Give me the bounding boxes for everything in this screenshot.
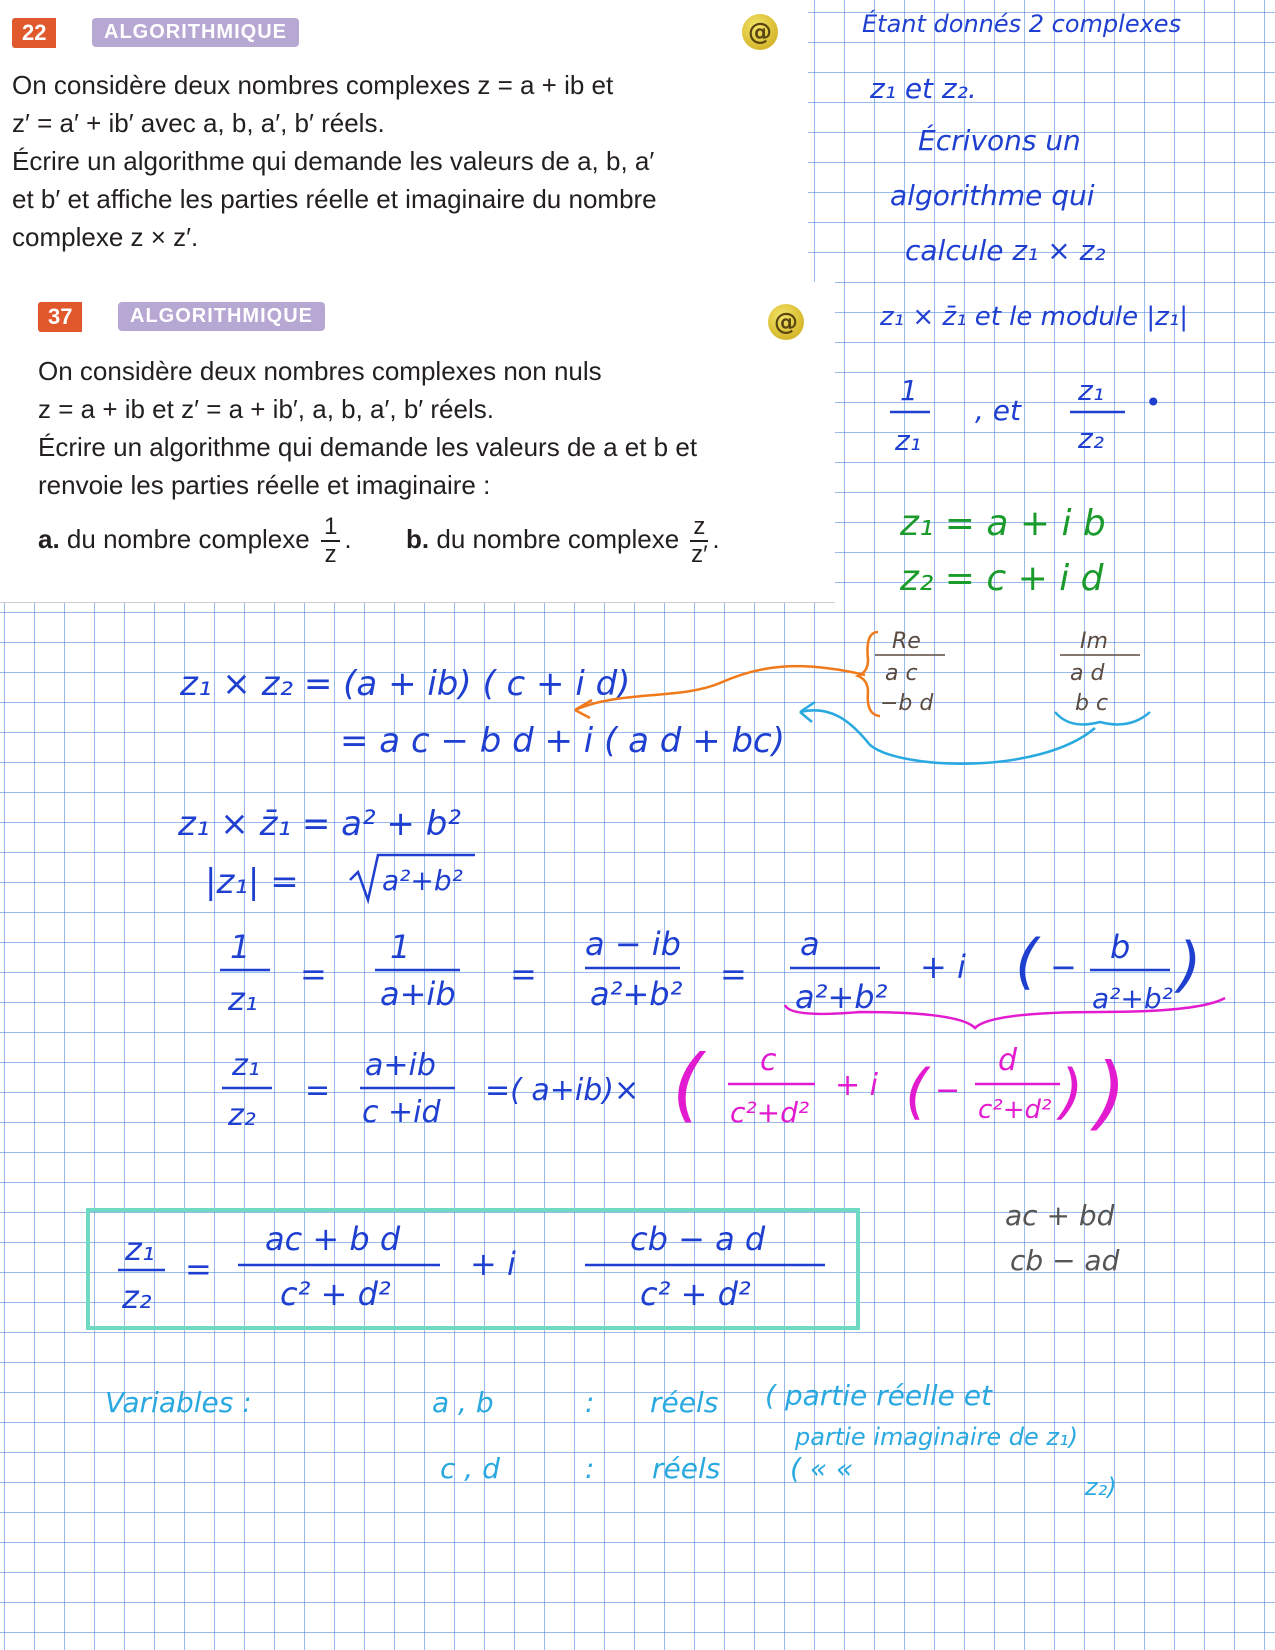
note-intro-line: , et	[975, 394, 1022, 427]
note-modulus-line: |z₁| =	[205, 862, 299, 902]
statement-line: et b′ et affiche les parties réelle et imaginaire du nombre	[12, 184, 657, 214]
statement-line: Écrire un algorithme qui demande les valeurs de a et b et	[38, 432, 698, 462]
note-frac-num: z₁	[1078, 374, 1104, 407]
variable-note: ( partie réelle et	[765, 1379, 993, 1412]
equals-sign: =	[305, 1073, 331, 1108]
note-frac-num: 1	[900, 374, 918, 407]
re-header: Re	[892, 629, 921, 654]
statement-line: z′ = a′ + ib′ avec a, b, a′, b′ réels.	[12, 108, 385, 138]
paren: (	[1015, 927, 1039, 997]
im-value: a d	[1070, 661, 1105, 686]
equals-sign: =	[510, 955, 537, 993]
statement-line: renvoie les parties réelle et imaginaire :	[38, 470, 491, 500]
frac-num: c	[760, 1043, 777, 1078]
re-value: −b d	[880, 691, 934, 716]
frac-den: c²+d²	[730, 1096, 810, 1129]
exercise-category-tag: ALGORITHMIQUE	[118, 302, 325, 331]
frac-num: b	[1110, 928, 1131, 966]
part-b-label: b.	[406, 523, 430, 554]
note-definition: z₂ = c + i d	[900, 558, 1104, 599]
cyan-arrow	[800, 710, 1095, 763]
note-modulus-value: a²+b²	[382, 864, 463, 897]
note-intro-line: calcule z₁ × z₂	[905, 234, 1106, 267]
note-intro-line: z₁ et z₂.	[870, 72, 977, 105]
part-b-fraction: $\frac{z}{z'}$	[691, 513, 708, 568]
frac-den: a²+b²	[590, 975, 683, 1013]
frac-den: c² + d²	[640, 1275, 751, 1313]
variable-note: ( « «	[790, 1452, 854, 1485]
side-note: cb − ad	[1010, 1244, 1120, 1277]
frac-den: z₂	[228, 1098, 256, 1133]
frac-den: c²+d²	[978, 1095, 1052, 1125]
im-value: b c	[1075, 691, 1109, 716]
equals-sign: =	[720, 955, 747, 993]
equals-sign: =	[300, 955, 327, 993]
frac-den: a²+b²	[795, 978, 888, 1016]
minus-sign: −	[1050, 948, 1077, 986]
paren: (	[672, 1038, 704, 1131]
note-frac-den: z₂	[1078, 422, 1104, 455]
part-a-label: a.	[38, 523, 60, 554]
frac-num: z₁	[125, 1230, 155, 1268]
equals-sign: =	[185, 1250, 212, 1288]
re-value: a c	[885, 661, 918, 686]
im-header: Im	[1080, 629, 1108, 654]
frac-den: c² + d²	[280, 1275, 391, 1313]
part-b-text: du nombre complexe	[436, 523, 680, 554]
plus-i: + i	[470, 1245, 516, 1283]
paren: )	[1060, 1057, 1084, 1127]
note-intro-line: Étant donnés 2 complexes	[862, 10, 1182, 38]
variable-note: partie imaginaire de z₁)	[795, 1423, 1078, 1451]
note-frac-den: z₁	[895, 424, 921, 457]
note-division-mid: =( a+ib)×	[485, 1073, 640, 1108]
frac-den: z₁	[228, 980, 258, 1018]
frac-num: d	[998, 1043, 1018, 1078]
part-a-fraction: $\frac{1}{z}$	[321, 514, 340, 568]
frac-den: a+ib	[380, 975, 456, 1013]
statement-line: complexe z × z′.	[12, 222, 199, 252]
side-note: ac + bd	[1005, 1199, 1115, 1232]
part-a-text: du nombre complexe	[66, 523, 310, 554]
paren: )	[1178, 930, 1202, 1000]
frac-num: a	[800, 925, 820, 963]
web-link-icon[interactable]: @	[742, 14, 778, 50]
note-dot: •	[1145, 386, 1162, 419]
note-product-line: z₁ × z₂ = (a + ib) ( c + i d)	[180, 664, 631, 704]
statement-line: On considère deux nombres complexes non nuls	[38, 356, 602, 386]
paren: (	[905, 1057, 929, 1127]
frac-num: 1	[390, 928, 411, 966]
exercise-category-tag: ALGORITHMIQUE	[92, 18, 299, 47]
frac-num: a+ib	[365, 1048, 436, 1083]
note-intro-line: algorithme qui	[890, 179, 1095, 212]
frac-num: z₁	[232, 1048, 260, 1083]
statement-line: On considère deux nombres complexes z = a + ib et	[12, 70, 614, 100]
note-intro-line: z₁ × z̄₁ et le module |z₁|	[880, 302, 1188, 332]
exercise-number-badge: 37	[38, 302, 82, 332]
variable-names: a , b	[432, 1386, 494, 1419]
variable-type: réels	[652, 1452, 721, 1485]
note-conjugate-line: z₁ × z̄₁ = a² + b²	[178, 804, 461, 844]
plus-i: + i	[835, 1068, 879, 1103]
variable-colon: :	[585, 1386, 595, 1419]
variable-colon: :	[585, 1452, 595, 1485]
frac-num: ac + b d	[265, 1220, 401, 1258]
frac-den: c +id	[362, 1095, 441, 1130]
exercise-number-badge: 22	[12, 18, 56, 48]
note-intro-line: Écrivons un	[918, 124, 1081, 157]
variable-names: c , d	[440, 1452, 500, 1485]
paren: )	[1095, 1046, 1127, 1139]
note-product-line: = a c − b d + i ( a d + bc)	[340, 721, 786, 761]
frac-den: a²+b²	[1092, 982, 1173, 1015]
statement-line: z = a + ib et z′ = a + ib′, a, b, a′, b′ réels.	[38, 394, 494, 424]
frac-num: 1	[230, 928, 251, 966]
statement-line: Écrire un algorithme qui demande les valeurs de a, b, a′	[12, 146, 655, 176]
frac-num: a − ib	[585, 925, 681, 963]
variables-label: Variables :	[105, 1386, 252, 1419]
frac-num: cb − a d	[630, 1220, 766, 1258]
statement-parts: a. du nombre complexe $\frac{1}{z}$ . b. du nombre complexe $\frac{z}{z'}$ .	[38, 513, 720, 568]
minus-sign: −	[935, 1073, 961, 1108]
frac-den: z₂	[122, 1278, 152, 1316]
variable-type: réels	[650, 1386, 719, 1419]
variable-note: z₂)	[1085, 1473, 1117, 1501]
web-link-icon[interactable]: @	[768, 304, 804, 340]
note-definition: z₁ = a + i b	[900, 503, 1106, 544]
plus-i: + i	[920, 948, 966, 986]
